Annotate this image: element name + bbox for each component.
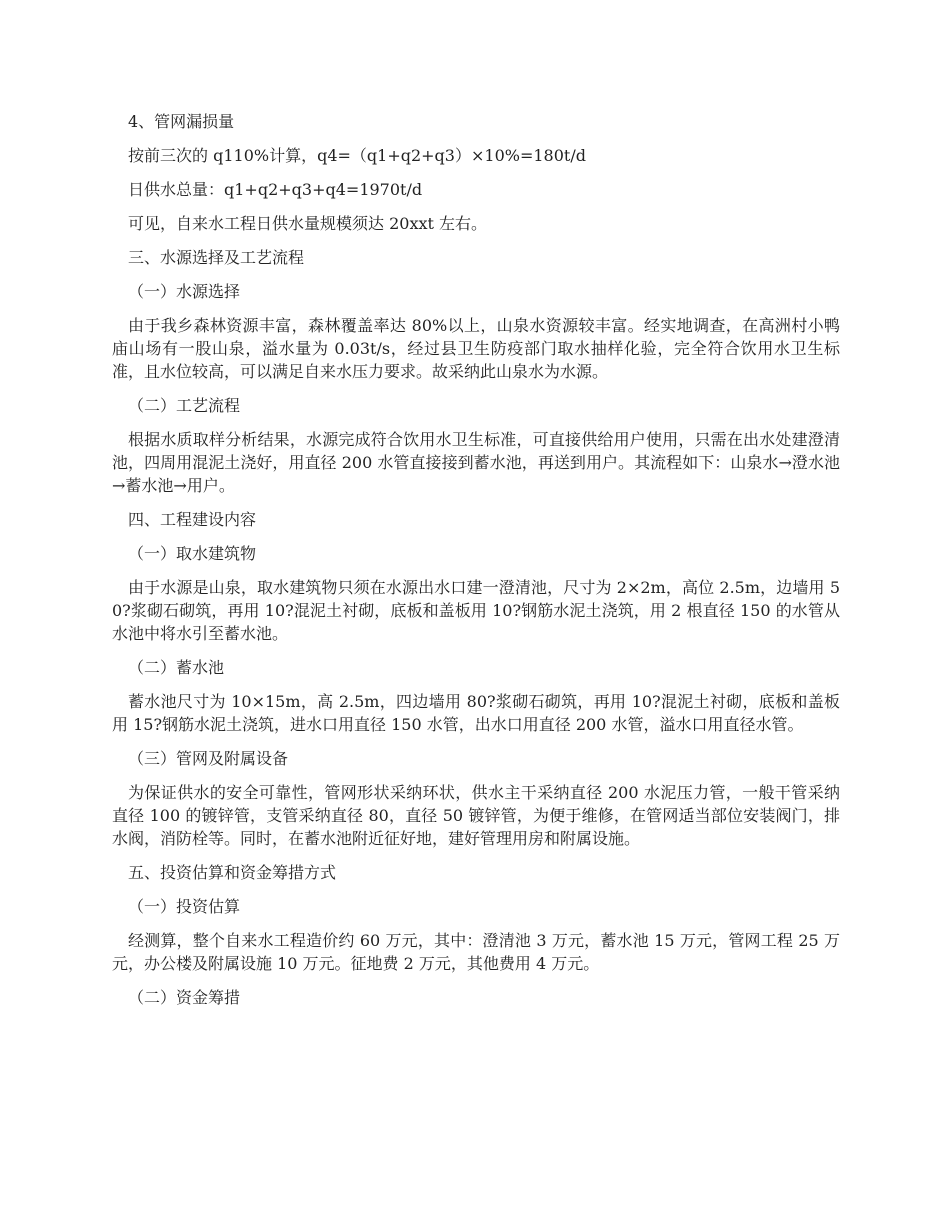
subsection-heading-reservoir: （二）蓄水池 xyxy=(128,658,225,677)
paragraph-scale-conclusion: 可见，自来水工程日供水量规模须达 20xxt 左右。 xyxy=(128,214,488,233)
subsection-heading-process-flow: （二）工艺流程 xyxy=(128,396,241,415)
paragraph-daily-total: 日供水总量：q1+q2+q3+q4=1970t/d xyxy=(128,180,423,199)
paragraph-intake-structure: 由于水源是山泉，取水建筑物只须在水源出水口建一澄清池，尺寸为 2×2m，高位 2.5m，边墙用 50?浆砌石砌筑，再用 10?混泥土衬砌，底板和盖板用 10?钢筋水泥土浇筑，用 2 根直径 150 的水管从水池中将水引至蓄水池。 xyxy=(112,578,840,643)
section-heading-investment: 五、投资估算和资金筹措方式 xyxy=(128,863,337,882)
paragraph-reservoir: 蓄水池尺寸为 10×15m，高 2.5m，四边墙用 80?浆砌石砌筑，再用 10?混泥土衬砌，底板和盖板用 15?钢筋水泥土浇筑，进水口用直径 150 水管，出水口用直径 200 水管，溢水口用直径水管。 xyxy=(112,692,840,734)
paragraph-process-flow: 根据水质取样分析结果，水源完成符合饮用水卫生标准，可直接供给用户使用，只需在出水处建澄清池，四周用混泥土浇好，用直径 200 水管直接接到蓄水池，再送到用户。其流程如下：山泉水→澄水池→蓄水池→用户。 xyxy=(112,430,840,495)
section-heading-construction: 四、工程建设内容 xyxy=(128,510,257,529)
subsection-heading-fund-raising: （二）资金筹措 xyxy=(128,988,241,1007)
paragraph-investment-estimate: 经测算，整个自来水工程造价约 60 万元，其中：澄清池 3 万元，蓄水池 15 万元，管网工程 25 万元，办公楼及附属设施 10 万元。征地费 2 万元，其他费用 4 万元。 xyxy=(112,931,840,973)
paragraph-source-selection: 由于我乡森林资源丰富，森林覆盖率达 80%以上，山泉水资源较丰富。经实地调查，在高洲村小鸭庙山场有一股山泉，溢水量为 0.03t/s，经过县卫生防疫部门取水抽样化验，完全符合饮用水卫生标准，且水位较高，可以满足自来水压力要求。故采纳此山泉水为水源。 xyxy=(112,316,840,381)
item-heading-leakage: 4、管网漏损量 xyxy=(128,112,235,131)
subsection-heading-intake-structure: （一）取水建筑物 xyxy=(128,544,257,563)
subsection-heading-source-selection: （一）水源选择 xyxy=(128,282,241,301)
section-heading-water-source: 三、水源选择及工艺流程 xyxy=(128,248,305,267)
subsection-heading-investment-estimate: （一）投资估算 xyxy=(128,897,241,916)
paragraph-q4-calculation: 按前三次的 q110%计算，q4=（q1+q2+q3）×10%=180t/d xyxy=(128,146,586,165)
subsection-heading-pipe-network: （三）管网及附属设备 xyxy=(128,749,289,768)
paragraph-pipe-network: 为保证供水的安全可靠性，管网形状采纳环状，供水主干采纳直径 200 水泥压力管，一般干管采纳直径 100 的镀锌管，支管采纳直径 80，直径 50 镀锌管，为便于维修，在管网适当部位安装阀门，排水阀，消防栓等。同时，在蓄水池附近征好地，建好管理用房和附属设施。 xyxy=(112,783,840,848)
document-body xyxy=(112,110,840,1020)
